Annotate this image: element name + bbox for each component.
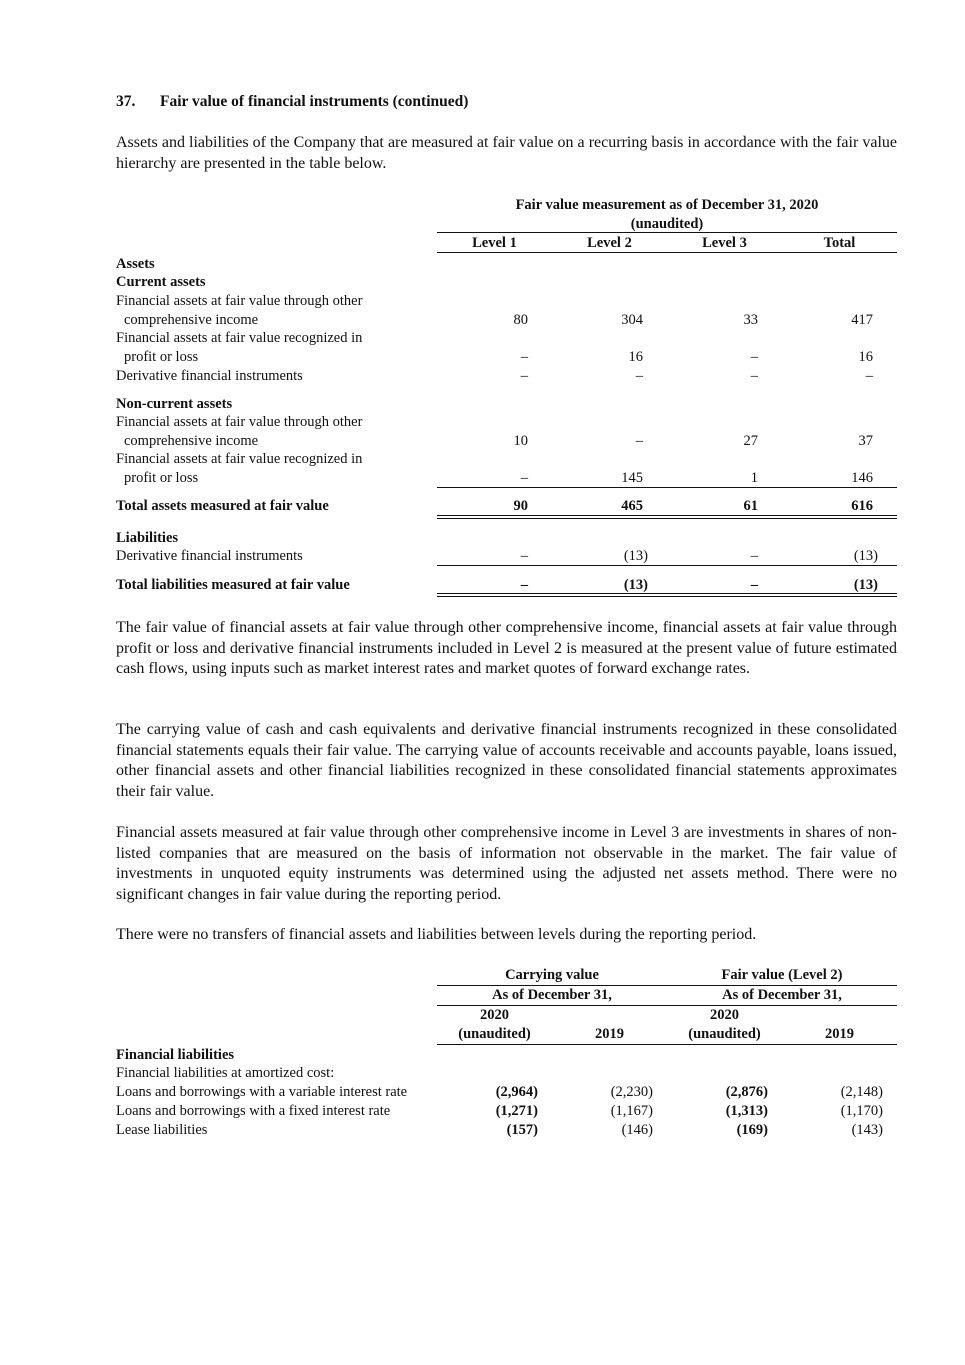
- table1-column-rule: [437, 252, 897, 253]
- cell-fair-2019: (2,148): [840, 1084, 883, 1100]
- cell-carrying-2019: (2,230): [610, 1084, 653, 1100]
- cell-level1: –: [520, 577, 528, 593]
- cell-level1: 10: [513, 433, 528, 449]
- cell-level1: –: [520, 548, 528, 564]
- table2-group-rule: [437, 985, 667, 986]
- cell-level3: –: [750, 577, 758, 593]
- row-label-line1: Financial assets at fair value through other: [116, 414, 363, 430]
- cell-fair-2020: (169): [736, 1122, 768, 1138]
- subtotal-rule: [437, 487, 897, 488]
- row-label-line1: Financial assets at fair value recognized in: [116, 451, 363, 467]
- cell-level3: 1: [750, 470, 758, 486]
- table1-col-level1: Level 1: [472, 235, 517, 251]
- cell-level1: –: [520, 470, 528, 486]
- cell-level2: (13): [623, 548, 648, 564]
- table1-title: [437, 196, 897, 234]
- row-label-line2: comprehensive income: [124, 312, 259, 328]
- paragraph: The carrying value of cash and cash equivalents and derivative financial instruments recognized in these consolidated financial statements equals their fair value. The carrying value of accounts receivable and accounts payable, loans issued, other financial assets and other financial liabilities recognized in these consolidated financial statements approximates their fair value.: [116, 721, 897, 800]
- table2-carrying-value-header: Carrying value: [505, 967, 599, 983]
- current-assets-label: Current assets: [116, 274, 206, 290]
- table2-col-unaudited: (unaudited): [458, 1026, 531, 1042]
- total-assets-label: Total assets measured at fair value: [116, 498, 329, 514]
- cell-level3: –: [750, 368, 758, 384]
- cell-level3: 61: [743, 498, 758, 514]
- row-label-line1: Derivative financial instruments: [116, 368, 303, 384]
- cell-level2: 16: [628, 349, 643, 365]
- subtotal-rule: [437, 565, 897, 566]
- row-label: Lease liabilities: [116, 1122, 208, 1138]
- total-double-rule: [437, 515, 897, 519]
- table2-col-unaudited: (unaudited): [688, 1026, 761, 1042]
- intro-paragraph: Assets and liabilities of the Company that are measured at fair value on a recurring basis in accordance with the fair value hierarchy are presented in the table below.: [116, 134, 897, 172]
- table2-group-rule: [667, 985, 897, 986]
- cell-fair-2020: (1,313): [725, 1103, 768, 1119]
- cell-total: 417: [851, 312, 873, 328]
- cell-level3: –: [750, 548, 758, 564]
- assets-label: Assets: [116, 256, 155, 272]
- cell-level3: –: [750, 349, 758, 365]
- cell-total: 37: [858, 433, 873, 449]
- table1-col-level3: Level 3: [702, 235, 747, 251]
- cell-total: 16: [858, 349, 873, 365]
- noncurrent-assets-label: Non-current assets: [116, 396, 233, 412]
- table2-column-rule: [437, 1044, 897, 1045]
- section-title: Fair value of financial instruments (continued): [160, 93, 469, 110]
- row-label-line2: comprehensive income: [124, 433, 259, 449]
- cell-level2: 145: [621, 470, 643, 486]
- row-label-line2: profit or loss: [124, 470, 199, 486]
- total-double-rule: [437, 593, 897, 597]
- table1-col-level2: Level 2: [587, 235, 632, 251]
- cell-level3: 33: [743, 312, 758, 328]
- cell-carrying-2020: (2,964): [495, 1084, 538, 1100]
- row-label: Loans and borrowings with a fixed interest rate: [116, 1103, 391, 1119]
- cell-fair-2019: (1,170): [840, 1103, 883, 1119]
- cell-carrying-2020: (1,271): [495, 1103, 538, 1119]
- table1-header-rule: [437, 232, 897, 233]
- cell-total: (13): [853, 548, 878, 564]
- cell-level2: –: [635, 433, 643, 449]
- cell-level1: –: [520, 368, 528, 384]
- cell-level1: 90: [513, 498, 528, 514]
- amortized-cost-label: Financial liabilities at amortized cost:: [116, 1065, 335, 1081]
- cell-fair-2019: (143): [851, 1122, 883, 1138]
- row-label: Loans and borrowings with a variable interest rate: [116, 1084, 408, 1100]
- table2-col-2020: 2020: [480, 1007, 509, 1023]
- paragraph: The fair value of financial assets at fair value through other comprehensive income, financial assets at fair value through profit or loss and derivative financial instruments included in Level 2 is measured at the present value of future estimated cash flows, using inputs such as market interest rates and market quotes of forward exchange rates.: [116, 619, 897, 677]
- liabilities-label: Liabilities: [116, 530, 179, 546]
- paragraph: Financial assets measured at fair value through other comprehensive income in Level 3 are investments in shares of non-listed companies that are measured on the basis of information not observable in the market. The fair value of investments in unquoted equity instruments was determined using the adjusted net assets method. There were no significant changes in fair value during the reporting period.: [116, 824, 897, 903]
- cell-carrying-2019: (146): [621, 1122, 653, 1138]
- cell-carrying-2019: (1,167): [610, 1103, 653, 1119]
- cell-fair-2020: (2,876): [725, 1084, 768, 1100]
- paragraph: There were no transfers of financial assets and liabilities between levels during the reporting period.: [116, 926, 757, 943]
- cell-level2: (13): [623, 577, 648, 593]
- cell-level3: 27: [743, 433, 758, 449]
- table2-col-2019: 2019: [825, 1026, 854, 1042]
- table1-title-line1: Fair value measurement as of December 31, 2020: [515, 197, 819, 213]
- table2-col-2020: 2020: [710, 1007, 739, 1023]
- cell-level1: 80: [513, 312, 528, 328]
- table2-fair-value-header: Fair value (Level 2): [721, 967, 843, 983]
- table2-asof-header: As of December 31,: [722, 987, 842, 1003]
- row-label-line2: profit or loss: [124, 349, 199, 365]
- cell-total: –: [865, 368, 873, 384]
- cell-level2: –: [635, 368, 643, 384]
- table1-title-line2: (unaudited): [630, 216, 704, 232]
- table1-col-total: Total: [823, 235, 856, 251]
- cell-level2: 304: [621, 312, 643, 328]
- financial-liabilities-label: Financial liabilities: [116, 1047, 235, 1063]
- table2-asof-header: As of December 31,: [492, 987, 612, 1003]
- section-number: 37.: [116, 93, 136, 110]
- cell-carrying-2020: (157): [506, 1122, 538, 1138]
- cell-total: 616: [851, 498, 873, 514]
- table2-asof-rule: [437, 1005, 897, 1006]
- section-heading: [116, 93, 468, 111]
- cell-level2: 465: [621, 498, 643, 514]
- row-label-line1: Financial assets at fair value recognized in: [116, 330, 363, 346]
- table2-col-2019: 2019: [595, 1026, 624, 1042]
- cell-level1: –: [520, 349, 528, 365]
- row-label-line1: Financial assets at fair value through other: [116, 293, 363, 309]
- total-liabilities-label: Total liabilities measured at fair value: [116, 577, 350, 593]
- row-label-line1: Derivative financial instruments: [116, 548, 303, 564]
- cell-total: 146: [851, 470, 873, 486]
- cell-total: (13): [853, 577, 878, 593]
